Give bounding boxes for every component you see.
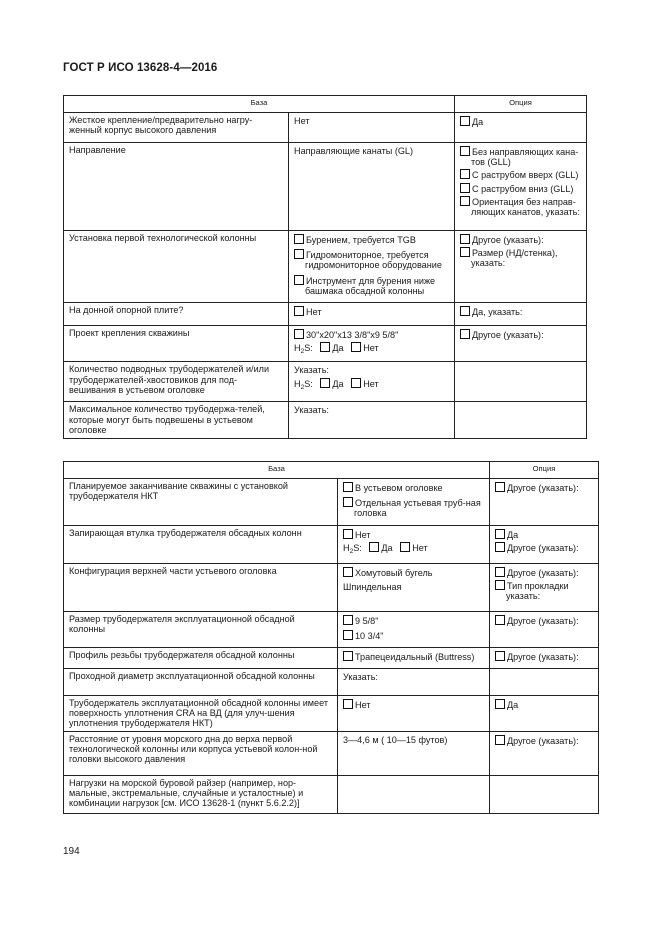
base-cell: [289, 402, 455, 439]
checkbox-option[interactable]: [460, 116, 581, 127]
document-header: ГОСТ Р ИСО 13628-4—2016: [63, 62, 218, 74]
base-cell: [289, 143, 455, 231]
option-label: Шпиндельная: [343, 581, 402, 592]
checkbox[interactable]: [343, 615, 353, 625]
checkbox[interactable]: [343, 630, 353, 640]
option-label: Нет: [355, 529, 371, 540]
h2s-yes-checkbox[interactable]: [320, 378, 330, 388]
option-label: С раструбом вверх (GLL): [472, 170, 579, 181]
checkbox[interactable]: [294, 234, 304, 244]
checkbox-option[interactable]: [294, 249, 449, 270]
option-label: Указать:: [294, 365, 329, 376]
h2s-no-checkbox[interactable]: [351, 378, 361, 388]
row-label: Запирающая втулка трубодержателя обсадных колонн: [64, 525, 338, 563]
checkbox[interactable]: [495, 542, 505, 552]
base-cell: [338, 611, 490, 647]
column-header-option: Опция: [490, 462, 599, 479]
base-cell: [338, 696, 490, 732]
h2s-suffix: S:: [304, 343, 313, 354]
h2s-yes-label: Да: [332, 378, 344, 389]
base-cell: [338, 479, 490, 526]
checkbox[interactable]: [495, 651, 505, 661]
option-cell: [490, 525, 599, 563]
checkbox[interactable]: [495, 482, 505, 492]
table-row: [64, 362, 587, 402]
checkbox-option[interactable]: [460, 196, 581, 217]
base-cell: [289, 231, 455, 303]
option-text: [343, 582, 484, 592]
table-row: [64, 696, 599, 732]
table-row: [64, 143, 587, 231]
option-label: Ориентация без направ-ляющих канатов, указать:: [471, 196, 580, 218]
option-label: С раструбом вниз (GLL): [472, 183, 574, 194]
checkbox-option[interactable]: [495, 482, 593, 493]
option-label: 9 5/8": [355, 615, 379, 626]
checkbox-option[interactable]: [343, 529, 484, 540]
option-label: 30"x20"x13 3/8"x9 5/8": [306, 330, 399, 341]
h2s-line: [343, 542, 484, 557]
checkbox-option[interactable]: [343, 482, 484, 493]
row-label: Проходной диаметр эксплуатационной обсадной колонны: [64, 669, 338, 696]
checkbox-option[interactable]: [495, 735, 593, 746]
checkbox-option[interactable]: [343, 497, 484, 518]
h2s-subscript: 2: [300, 348, 305, 356]
option-label: Другое (указать):: [507, 567, 579, 578]
h2s-subscript: 2: [300, 383, 305, 391]
option-cell: [455, 362, 587, 402]
checkbox-option[interactable]: [343, 699, 484, 710]
option-cell: [490, 479, 599, 526]
checkbox-option[interactable]: [294, 306, 449, 317]
h2s-yes-checkbox[interactable]: [320, 342, 330, 352]
table-row: [64, 402, 587, 439]
checkbox-option[interactable]: [460, 247, 581, 268]
option-text: [294, 116, 449, 126]
option-text: [294, 365, 449, 375]
option-label: Бурением, требуется TGB: [306, 235, 416, 245]
checkbox[interactable]: [343, 699, 353, 709]
base-cell: [289, 326, 455, 362]
option-cell: [455, 402, 587, 439]
base-cell: [289, 362, 455, 402]
checkbox[interactable]: [294, 306, 304, 316]
checkbox-option[interactable]: [343, 630, 484, 641]
option-label: Другое (указать):: [472, 330, 544, 341]
checkbox[interactable]: [460, 329, 470, 339]
option-label: Да, указать:: [472, 307, 523, 318]
option-text: [343, 735, 484, 745]
option-label: Другое (указать):: [507, 615, 579, 626]
h2s-no-label: Нет: [412, 542, 428, 553]
table-row: [64, 525, 599, 563]
checkbox[interactable]: [460, 247, 470, 257]
column-header-option: Опция: [455, 96, 587, 113]
option-label: Другое (указать):: [507, 652, 579, 663]
row-label: На донной опорной плите?: [64, 303, 289, 326]
checkbox-option[interactable]: [294, 329, 449, 340]
base-cell: [338, 669, 490, 696]
table-header-row: [64, 96, 587, 113]
h2s-line: [294, 378, 449, 393]
option-label: Да: [507, 700, 519, 711]
option-label: 10 3/4": [355, 630, 384, 641]
checkbox-option[interactable]: [495, 699, 593, 710]
option-label: Другое (указать):: [472, 235, 544, 245]
option-text: [294, 405, 449, 415]
base-cell: [338, 563, 490, 611]
option-cell: [455, 303, 587, 326]
row-label: Направление: [64, 143, 289, 231]
checkbox[interactable]: [460, 116, 470, 126]
option-label: Другое (указать):: [507, 483, 579, 493]
checkbox-option[interactable]: [294, 234, 449, 245]
option-label: Инструмент для бурения ниже башмака обсадной колонны: [305, 275, 436, 296]
checkbox-option[interactable]: [460, 306, 581, 317]
checkbox-option[interactable]: [495, 542, 593, 553]
h2s-no-label: Нет: [363, 343, 379, 354]
option-cell: [490, 611, 599, 647]
option-label: Нет: [355, 700, 371, 711]
row-label: Количество подводных трубодержателей и/или трубодержателей-хвостовиков для под-вешивания в устьевом оголовке: [64, 362, 289, 402]
option-cell: [490, 669, 599, 696]
checkbox-option[interactable]: [495, 615, 593, 626]
option-cell: [455, 113, 587, 143]
option-cell: [455, 231, 587, 303]
base-cell: [289, 303, 455, 326]
option-text: [343, 672, 484, 682]
table-header-row: [64, 462, 599, 479]
checkbox[interactable]: [294, 329, 304, 339]
row-label: Размер трубодержателя эксплуатационной обсадной колонны: [64, 611, 338, 647]
checkbox-option[interactable]: [460, 183, 581, 194]
checkbox[interactable]: [460, 234, 470, 244]
h2s-no-checkbox[interactable]: [400, 542, 410, 552]
checkbox-option[interactable]: [460, 146, 581, 167]
h2s-suffix: S:: [353, 542, 362, 553]
checkbox[interactable]: [343, 497, 353, 507]
row-label: Установка первой технологической колонны: [64, 231, 289, 303]
page-number: 194: [63, 846, 80, 857]
option-label: Тип прокладки указать:: [506, 580, 569, 602]
option-label: В устьевом оголовке: [355, 483, 443, 493]
base-cell: [338, 731, 490, 775]
checkbox-option[interactable]: [460, 234, 581, 245]
table-row: [64, 669, 599, 696]
option-label: Нет: [306, 307, 322, 318]
h2s-suffix: S:: [304, 378, 313, 389]
option-label: 3—4,6 м ( 10—15 футов): [343, 734, 448, 745]
checkbox[interactable]: [460, 183, 470, 193]
options-table-2: [63, 461, 599, 814]
column-header-base: База: [64, 462, 490, 479]
option-cell: [490, 731, 599, 775]
checkbox[interactable]: [460, 146, 470, 156]
option-label: Хомутовый бугель: [355, 567, 433, 578]
checkbox-option[interactable]: [343, 567, 484, 578]
table-row: [64, 563, 599, 611]
h2s-line: [294, 342, 449, 357]
h2s-no-checkbox[interactable]: [351, 342, 361, 352]
row-label: Планируемое заканчивание скважины с установкой трубодержателя НКТ: [64, 479, 338, 526]
option-label: Другое (указать):: [507, 735, 579, 746]
option-cell: [490, 648, 599, 669]
checkbox-option[interactable]: [460, 169, 581, 180]
option-label: Размер (НД/стенка), указать:: [471, 248, 558, 269]
checkbox[interactable]: [495, 529, 505, 539]
option-label: Другое (указать):: [507, 542, 579, 553]
table-row: [64, 479, 599, 526]
checkbox[interactable]: [343, 529, 353, 539]
base-cell: [289, 113, 455, 143]
checkbox[interactable]: [343, 482, 353, 492]
row-label: Максимальное количество трубодержа-телей, которые могут быть подвешены в устьевом оголовке: [64, 402, 289, 439]
h2s-yes-checkbox[interactable]: [369, 542, 379, 552]
h2s-prefix: H: [294, 343, 301, 354]
table-row: [64, 611, 599, 647]
base-cell: [338, 648, 490, 669]
checkbox-option[interactable]: [495, 580, 593, 601]
h2s-yes-label: Да: [332, 343, 344, 354]
option-cell: [490, 696, 599, 732]
checkbox[interactable]: [495, 699, 505, 709]
checkbox-option[interactable]: [343, 615, 484, 626]
option-label: Нет: [294, 116, 310, 126]
option-cell: [490, 563, 599, 611]
option-label: Гидромониторное, требуется гидромониторное оборудование: [305, 250, 442, 271]
row-label: Конфигурация верхней части устьевого оголовка: [64, 563, 338, 611]
option-cell: [490, 775, 599, 813]
row-label: Трубодержатель эксплуатационной обсадной колонны имеет поверхность уплотнения CRA на ВД (для улуч-шения уплотнения трубодержателя НКТ): [64, 696, 338, 732]
checkbox[interactable]: [495, 615, 505, 625]
option-cell: [455, 326, 587, 362]
checkbox[interactable]: [294, 249, 304, 259]
h2s-yes-label: Да: [381, 542, 393, 553]
row-label: Нагрузки на морской буровой райзер (например, нор-мальные, экстремальные, случайные и усталостные) и комбинации нагрузок [см. ИСО 13628-1 (пункт 5.6.2.2)]: [64, 775, 338, 813]
option-label: Да: [472, 117, 484, 127]
row-label: Проект крепления скважины: [64, 326, 289, 362]
table-row: [64, 113, 587, 143]
option-cell: [455, 143, 587, 231]
table-row: [64, 303, 587, 326]
option-label: Отдельная устьевая труб-ная головка: [354, 498, 481, 519]
checkbox-option[interactable]: [495, 567, 593, 578]
option-label: Указать:: [294, 405, 329, 416]
checkbox-option[interactable]: [343, 651, 484, 662]
option-label: Да: [507, 529, 519, 540]
checkbox-option[interactable]: [495, 651, 593, 662]
checkbox-option[interactable]: [495, 529, 593, 540]
option-label: Направляющие канаты (GL): [294, 146, 414, 156]
row-label: Расстояние от уровня морского дна до верха первой технологической колонны или корпуса устьевой колон-ной головки высокого давления: [64, 731, 338, 775]
checkbox-option[interactable]: [294, 275, 449, 296]
checkbox[interactable]: [495, 567, 505, 577]
table-row: [64, 731, 599, 775]
h2s-prefix: H: [294, 378, 301, 389]
option-text: [294, 146, 449, 156]
row-label: Профиль резьбы трубодержателя обсадной колонны: [64, 648, 338, 669]
checkbox[interactable]: [294, 275, 304, 285]
table-row: [64, 775, 599, 813]
column-header-base: База: [64, 96, 455, 113]
checkbox[interactable]: [343, 567, 353, 577]
base-cell: [338, 775, 490, 813]
checkbox[interactable]: [460, 169, 470, 179]
option-label: Трапецеидальный (Buttress): [355, 652, 475, 663]
table-row: [64, 231, 587, 303]
options-table-1: [63, 95, 587, 439]
checkbox-option[interactable]: [460, 329, 581, 340]
table-row: [64, 648, 599, 669]
checkbox[interactable]: [460, 306, 470, 316]
table-row: [64, 326, 587, 362]
option-label: Указать:: [343, 672, 378, 683]
checkbox[interactable]: [495, 735, 505, 745]
row-label: Жесткое крепление/предварительно нагру-женный корпус высокого давления: [64, 113, 289, 143]
checkbox[interactable]: [460, 196, 470, 206]
base-cell: [338, 525, 490, 563]
h2s-subscript: 2: [349, 547, 354, 555]
checkbox[interactable]: [495, 580, 505, 590]
checkbox[interactable]: [343, 651, 353, 661]
option-label: Без направляющих кана-тов (GLL): [471, 147, 579, 168]
h2s-no-label: Нет: [363, 378, 379, 389]
h2s-prefix: H: [343, 542, 350, 553]
